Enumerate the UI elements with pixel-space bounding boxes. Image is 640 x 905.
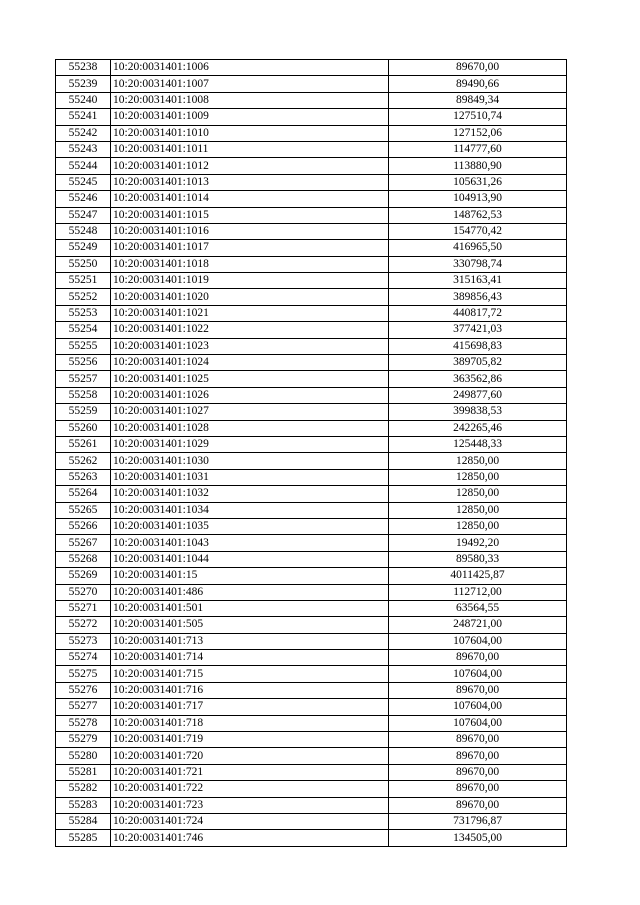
cadastral-number-cell: 10:20:0031401:1031 <box>111 469 389 485</box>
value-cell: 89670,00 <box>389 764 567 780</box>
cadastral-number-cell: 10:20:0031401:720 <box>111 748 389 764</box>
row-number-cell: 55272 <box>56 617 111 633</box>
table-row <box>56 666 567 682</box>
value-cell: 125448,33 <box>389 436 567 452</box>
value-cell: 12850,00 <box>389 453 567 469</box>
cadastral-number-cell: 10:20:0031401:723 <box>111 797 389 813</box>
cadastral-number-cell: 10:20:0031401:721 <box>111 764 389 780</box>
value-cell: 89670,00 <box>389 748 567 764</box>
table-row <box>56 76 567 92</box>
row-number-cell: 55268 <box>56 551 111 567</box>
cadastral-number-cell: 10:20:0031401:501 <box>111 600 389 616</box>
value-cell: 12850,00 <box>389 486 567 502</box>
table-row <box>56 355 567 371</box>
row-number-cell: 55260 <box>56 420 111 436</box>
cadastral-number-cell: 10:20:0031401:1025 <box>111 371 389 387</box>
value-cell: 148762,53 <box>389 207 567 223</box>
table-row <box>56 584 567 600</box>
value-cell: 114777,60 <box>389 141 567 157</box>
row-number-cell: 55239 <box>56 76 111 92</box>
cadastral-number-cell: 10:20:0031401:1007 <box>111 76 389 92</box>
value-cell: 89670,00 <box>389 60 567 76</box>
cadastral-number-cell: 10:20:0031401:714 <box>111 650 389 666</box>
row-number-cell: 55276 <box>56 682 111 698</box>
table-row <box>56 502 567 518</box>
table-row <box>56 305 567 321</box>
value-cell: 134505,00 <box>389 830 567 846</box>
value-cell: 389856,43 <box>389 289 567 305</box>
table-row <box>56 764 567 780</box>
cadastral-number-cell: 10:20:0031401:1022 <box>111 322 389 338</box>
row-number-cell: 55275 <box>56 666 111 682</box>
cadastral-number-cell: 10:20:0031401:486 <box>111 584 389 600</box>
row-number-cell: 55261 <box>56 436 111 452</box>
row-number-cell: 55269 <box>56 568 111 584</box>
table-row <box>56 486 567 502</box>
row-number-cell: 55285 <box>56 830 111 846</box>
cadastral-number-cell: 10:20:0031401:1006 <box>111 60 389 76</box>
value-cell: 440817,72 <box>389 305 567 321</box>
value-cell: 389705,82 <box>389 355 567 371</box>
row-number-cell: 55255 <box>56 338 111 354</box>
value-cell: 399838,53 <box>389 404 567 420</box>
table-row <box>56 289 567 305</box>
value-cell: 19492,20 <box>389 535 567 551</box>
table-row <box>56 830 567 846</box>
cadastral-number-cell: 10:20:0031401:1019 <box>111 273 389 289</box>
table-row <box>56 732 567 748</box>
value-cell: 105631,26 <box>389 174 567 190</box>
table-row <box>56 207 567 223</box>
table-row <box>56 223 567 239</box>
row-number-cell: 55270 <box>56 584 111 600</box>
table-row <box>56 256 567 272</box>
value-cell: 89670,00 <box>389 781 567 797</box>
table-row <box>56 797 567 813</box>
value-cell: 12850,00 <box>389 518 567 534</box>
table-row <box>56 551 567 567</box>
row-number-cell: 55240 <box>56 92 111 108</box>
cadastral-number-cell: 10:20:0031401:1009 <box>111 109 389 125</box>
table-row <box>56 535 567 551</box>
cadastral-number-cell: 10:20:0031401:716 <box>111 682 389 698</box>
table-row <box>56 420 567 436</box>
value-cell: 248721,00 <box>389 617 567 633</box>
row-number-cell: 55265 <box>56 502 111 518</box>
table-row <box>56 125 567 141</box>
table-row <box>56 158 567 174</box>
cadastral-number-cell: 10:20:0031401:1020 <box>111 289 389 305</box>
cadastral-number-cell: 10:20:0031401:1023 <box>111 338 389 354</box>
value-cell: 89670,00 <box>389 732 567 748</box>
row-number-cell: 55246 <box>56 191 111 207</box>
cadastral-number-cell: 10:20:0031401:718 <box>111 715 389 731</box>
value-cell: 242265,46 <box>389 420 567 436</box>
value-cell: 415698,83 <box>389 338 567 354</box>
row-number-cell: 55251 <box>56 273 111 289</box>
row-number-cell: 55262 <box>56 453 111 469</box>
value-cell: 12850,00 <box>389 502 567 518</box>
value-cell: 63564,55 <box>389 600 567 616</box>
table-row <box>56 682 567 698</box>
value-cell: 731796,87 <box>389 813 567 829</box>
value-cell: 89580,33 <box>389 551 567 567</box>
row-number-cell: 55280 <box>56 748 111 764</box>
cadastral-number-cell: 10:20:0031401:1043 <box>111 535 389 551</box>
table-row <box>56 191 567 207</box>
cadastral-number-cell: 10:20:0031401:505 <box>111 617 389 633</box>
cadastral-number-cell: 10:20:0031401:15 <box>111 568 389 584</box>
cadastral-number-cell: 10:20:0031401:1016 <box>111 223 389 239</box>
table-row <box>56 781 567 797</box>
value-cell: 112712,00 <box>389 584 567 600</box>
value-cell: 107604,00 <box>389 666 567 682</box>
row-number-cell: 55277 <box>56 699 111 715</box>
value-cell: 416965,50 <box>389 240 567 256</box>
row-number-cell: 55242 <box>56 125 111 141</box>
cadastral-number-cell: 10:20:0031401:1015 <box>111 207 389 223</box>
table-row <box>56 518 567 534</box>
table-row <box>56 322 567 338</box>
row-number-cell: 55259 <box>56 404 111 420</box>
table-row <box>56 633 567 649</box>
row-number-cell: 55244 <box>56 158 111 174</box>
cadastral-number-cell: 10:20:0031401:1017 <box>111 240 389 256</box>
table-row <box>56 60 567 76</box>
row-number-cell: 55250 <box>56 256 111 272</box>
table-row <box>56 338 567 354</box>
row-number-cell: 55243 <box>56 141 111 157</box>
table-row <box>56 240 567 256</box>
row-number-cell: 55256 <box>56 355 111 371</box>
value-cell: 249877,60 <box>389 387 567 403</box>
value-cell: 89670,00 <box>389 797 567 813</box>
row-number-cell: 55279 <box>56 732 111 748</box>
row-number-cell: 55252 <box>56 289 111 305</box>
table-row <box>56 404 567 420</box>
value-cell: 89849,34 <box>389 92 567 108</box>
cadastral-number-cell: 10:20:0031401:1035 <box>111 518 389 534</box>
cadastral-number-cell: 10:20:0031401:1026 <box>111 387 389 403</box>
cadastral-number-cell: 10:20:0031401:746 <box>111 830 389 846</box>
cadastral-number-cell: 10:20:0031401:1013 <box>111 174 389 190</box>
table-row <box>56 600 567 616</box>
cadastral-number-cell: 10:20:0031401:715 <box>111 666 389 682</box>
table-row <box>56 273 567 289</box>
row-number-cell: 55241 <box>56 109 111 125</box>
table-row <box>56 109 567 125</box>
value-cell: 107604,00 <box>389 633 567 649</box>
table-row <box>56 617 567 633</box>
row-number-cell: 55284 <box>56 813 111 829</box>
value-cell: 127510,74 <box>389 109 567 125</box>
value-cell: 113880,90 <box>389 158 567 174</box>
value-cell: 315163,41 <box>389 273 567 289</box>
cadastral-value-table <box>55 59 567 847</box>
cadastral-number-cell: 10:20:0031401:1034 <box>111 502 389 518</box>
cadastral-number-cell: 10:20:0031401:1029 <box>111 436 389 452</box>
table-row <box>56 748 567 764</box>
value-cell: 104913,90 <box>389 191 567 207</box>
value-cell: 127152,06 <box>389 125 567 141</box>
table-row <box>56 813 567 829</box>
value-cell: 377421,03 <box>389 322 567 338</box>
value-cell: 363562,86 <box>389 371 567 387</box>
cadastral-number-cell: 10:20:0031401:1024 <box>111 355 389 371</box>
row-number-cell: 55257 <box>56 371 111 387</box>
value-cell: 107604,00 <box>389 715 567 731</box>
cadastral-number-cell: 10:20:0031401:1021 <box>111 305 389 321</box>
cadastral-number-cell: 10:20:0031401:1010 <box>111 125 389 141</box>
row-number-cell: 55247 <box>56 207 111 223</box>
row-number-cell: 55248 <box>56 223 111 239</box>
cadastral-number-cell: 10:20:0031401:1028 <box>111 420 389 436</box>
row-number-cell: 55281 <box>56 764 111 780</box>
cadastral-number-cell: 10:20:0031401:722 <box>111 781 389 797</box>
row-number-cell: 55264 <box>56 486 111 502</box>
row-number-cell: 55282 <box>56 781 111 797</box>
value-cell: 89670,00 <box>389 650 567 666</box>
row-number-cell: 55253 <box>56 305 111 321</box>
table-row <box>56 715 567 731</box>
cadastral-number-cell: 10:20:0031401:1008 <box>111 92 389 108</box>
row-number-cell: 55263 <box>56 469 111 485</box>
cadastral-number-cell: 10:20:0031401:1018 <box>111 256 389 272</box>
row-number-cell: 55254 <box>56 322 111 338</box>
value-cell: 12850,00 <box>389 469 567 485</box>
row-number-cell: 55283 <box>56 797 111 813</box>
table-row <box>56 141 567 157</box>
table-row <box>56 453 567 469</box>
value-cell: 89670,00 <box>389 682 567 698</box>
row-number-cell: 55266 <box>56 518 111 534</box>
value-cell: 89490,66 <box>389 76 567 92</box>
row-number-cell: 55278 <box>56 715 111 731</box>
cadastral-number-cell: 10:20:0031401:1014 <box>111 191 389 207</box>
value-cell: 4011425,87 <box>389 568 567 584</box>
cadastral-number-cell: 10:20:0031401:1012 <box>111 158 389 174</box>
table-row <box>56 568 567 584</box>
cadastral-number-cell: 10:20:0031401:1027 <box>111 404 389 420</box>
table-row <box>56 650 567 666</box>
row-number-cell: 55249 <box>56 240 111 256</box>
table-row <box>56 174 567 190</box>
cadastral-number-cell: 10:20:0031401:713 <box>111 633 389 649</box>
cadastral-number-cell: 10:20:0031401:717 <box>111 699 389 715</box>
cadastral-number-cell: 10:20:0031401:724 <box>111 813 389 829</box>
cadastral-number-cell: 10:20:0031401:719 <box>111 732 389 748</box>
table-row <box>56 92 567 108</box>
row-number-cell: 55238 <box>56 60 111 76</box>
cadastral-number-cell: 10:20:0031401:1044 <box>111 551 389 567</box>
value-cell: 330798,74 <box>389 256 567 272</box>
cadastral-number-cell: 10:20:0031401:1011 <box>111 141 389 157</box>
table-row <box>56 387 567 403</box>
row-number-cell: 55258 <box>56 387 111 403</box>
value-cell: 107604,00 <box>389 699 567 715</box>
row-number-cell: 55245 <box>56 174 111 190</box>
value-cell: 154770,42 <box>389 223 567 239</box>
cadastral-number-cell: 10:20:0031401:1030 <box>111 453 389 469</box>
row-number-cell: 55271 <box>56 600 111 616</box>
row-number-cell: 55273 <box>56 633 111 649</box>
table-body <box>56 60 567 847</box>
table-row <box>56 699 567 715</box>
table-row <box>56 371 567 387</box>
table-row <box>56 469 567 485</box>
row-number-cell: 55274 <box>56 650 111 666</box>
table-row <box>56 436 567 452</box>
row-number-cell: 55267 <box>56 535 111 551</box>
cadastral-number-cell: 10:20:0031401:1032 <box>111 486 389 502</box>
